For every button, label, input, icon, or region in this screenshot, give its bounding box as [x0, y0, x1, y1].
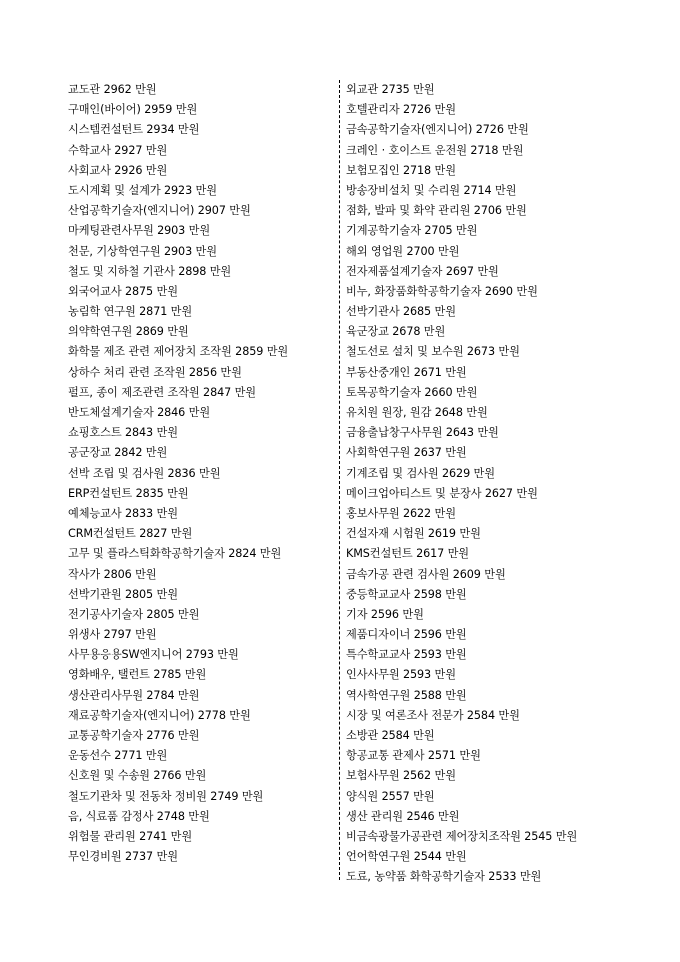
salary-entry: 선박기관사 2685 만원 [346, 305, 456, 319]
salary-entry: 인사사무원 2593 만원 [346, 668, 456, 682]
salary-entry: 제품디자이너 2596 만원 [346, 628, 467, 642]
left-column-list [68, 80, 336, 867]
salary-entry: 시스템컨설턴트 2934 만원 [68, 123, 200, 137]
salary-entry: 공군장교 2842 만원 [68, 446, 168, 460]
salary-entry: 의약학연구원 2869 만원 [68, 325, 189, 339]
salary-entry: 금융출납창구사무원 2643 만원 [346, 426, 499, 440]
salary-entry: 금속공학기술자(엔지니어) 2726 만원 [346, 123, 529, 137]
salary-entry: 중등학교교사 2598 만원 [346, 587, 467, 601]
salary-entry: 전자제품설계기술자 2697 만원 [346, 264, 499, 278]
salary-entry: 철도 및 지하철 기관사 2898 만원 [68, 264, 232, 278]
column-divider [339, 80, 340, 880]
salary-entry: 양식원 2557 만원 [346, 789, 435, 803]
salary-entry: 철도기관차 및 전동차 정비원 2749 만원 [68, 789, 264, 803]
salary-entry: 언어학연구원 2544 만원 [346, 850, 467, 864]
salary-entry: 고무 및 플라스틱화학공학기술자 2824 만원 [68, 547, 282, 561]
salary-entry: 사무용응용SW엔지니어 2793 만원 [68, 648, 239, 662]
salary-entry: 농림학 연구원 2871 만원 [68, 305, 193, 319]
salary-entry: 화학물 제조 관련 제어장치 조작원 2859 만원 [68, 345, 289, 359]
salary-entry: 외교관 2735 만원 [346, 83, 435, 96]
salary-entry: 역사학연구원 2588 만원 [346, 688, 467, 702]
salary-entry: 부동산중개인 2671 만원 [346, 365, 467, 379]
salary-entry: 점화, 발파 및 화약 관리원 2706 만원 [346, 204, 527, 218]
salary-entry: 방송장비설치 및 수리원 2714 만원 [346, 183, 517, 197]
salary-entry: 음, 식료품 감정사 2748 만원 [68, 809, 210, 823]
salary-entry: ERP컨설턴트 2835 만원 [68, 486, 189, 500]
salary-entry: 펄프, 종이 제조관련 조작원 2847 만원 [68, 385, 257, 399]
salary-entry: 전기공사기술자 2805 만원 [68, 607, 200, 621]
salary-entry: 특수학교교사 2593 만원 [346, 648, 467, 662]
salary-entry: 천문, 기상학연구원 2903 만원 [68, 244, 217, 258]
salary-entry: 금속가공 관련 검사원 2609 만원 [346, 567, 506, 581]
salary-entry: 시장 및 여론조사 전문가 2584 만원 [346, 708, 520, 722]
salary-entry: 유치원 원장, 원감 2648 만원 [346, 406, 488, 419]
salary-entry: 영화배우, 탤런트 2785 만원 [68, 668, 207, 682]
salary-entry: 토목공학기술자 2660 만원 [346, 385, 478, 399]
salary-entry: 철도선로 설치 및 보수원 2673 만원 [346, 345, 520, 359]
salary-entry: 무인경비원 2737 만원 [68, 850, 178, 864]
salary-entry: 비누, 화장품화학공학기술자 2690 만원 [346, 284, 538, 298]
salary-entry: 보험사무원 2562 만원 [346, 769, 456, 783]
salary-entry: 사회교사 2926 만원 [68, 163, 168, 177]
salary-entry: 신호원 및 수송원 2766 만원 [68, 769, 207, 783]
salary-entry: CRM컨설턴트 2827 만원 [68, 527, 193, 541]
salary-entry: 메이크업아티스트 및 분장사 2627 만원 [346, 486, 538, 500]
salary-entry: 교도관 2962 만원 [68, 83, 157, 96]
salary-entry: 소방관 2584 만원 [346, 729, 435, 742]
salary-entry: 수학교사 2927 만원 [68, 143, 168, 157]
salary-entry: 항공교통 관제사 2571 만원 [346, 749, 481, 763]
salary-entry: 육군장교 2678 만원 [346, 325, 446, 339]
salary-entry: 위생사 2797 만원 [68, 628, 157, 642]
salary-entry: 사회학연구원 2637 만원 [346, 446, 467, 460]
salary-entry: 반도체설계기술자 2846 만원 [68, 406, 211, 419]
salary-entry: 쇼핑호스트 2843 만원 [68, 426, 178, 440]
salary-entry: 산업공학기술자(엔지니어) 2907 만원 [68, 204, 251, 218]
salary-entry: 기계공학기술자 2705 만원 [346, 224, 478, 238]
salary-entry: 생산관리사무원 2784 만원 [68, 688, 200, 702]
salary-entry: 기자 2596 만원 [346, 607, 424, 621]
salary-entry: KMS컨설턴트 2617 만원 [346, 547, 470, 561]
salary-entry: 운동선수 2771 만원 [68, 749, 168, 763]
salary-entry: 기계조립 및 검사원 2629 만원 [346, 466, 495, 480]
salary-entry: 선박 조립 및 검사원 2836 만원 [68, 466, 221, 480]
salary-entry: 호텔관리자 2726 만원 [346, 103, 456, 117]
salary-entry: 교통공학기술자 2776 만원 [68, 729, 200, 742]
salary-entry: 도시계획 및 설계가 2923 만원 [68, 183, 217, 197]
salary-entry: 해외 영업원 2700 만원 [346, 244, 460, 258]
salary-entry: 상하수 처리 관련 조작원 2856 만원 [68, 365, 242, 379]
salary-entry: 구매인(바이어) 2959 만원 [68, 103, 198, 117]
salary-entry: 재료공학기술자(엔지니어) 2778 만원 [68, 708, 251, 722]
salary-entry: 도료, 농약품 화학공학기술자 2533 만원 [346, 870, 542, 884]
right-column-list [346, 80, 646, 888]
salary-entry: 위험물 관리원 2741 만원 [68, 829, 193, 843]
salary-entry: 예체능교사 2833 만원 [68, 506, 178, 520]
salary-entry: 마케팅관련사무원 2903 만원 [68, 224, 211, 238]
salary-entry: 비금속광물가공관련 제어장치조작원 2545 만원 [346, 829, 578, 843]
salary-entry: 홍보사무원 2622 만원 [346, 506, 456, 520]
salary-entry: 보험모집인 2718 만원 [346, 163, 456, 177]
salary-entry: 선박기관원 2805 만원 [68, 587, 178, 601]
salary-entry: 외국어교사 2875 만원 [68, 284, 178, 298]
salary-entry: 크레인 · 호이스트 운전원 2718 만원 [346, 143, 524, 157]
salary-entry: 생산 관리원 2546 만원 [346, 809, 460, 823]
salary-entry: 작사가 2806 만원 [68, 567, 157, 581]
salary-entry: 건설자재 시험원 2619 만원 [346, 527, 481, 541]
